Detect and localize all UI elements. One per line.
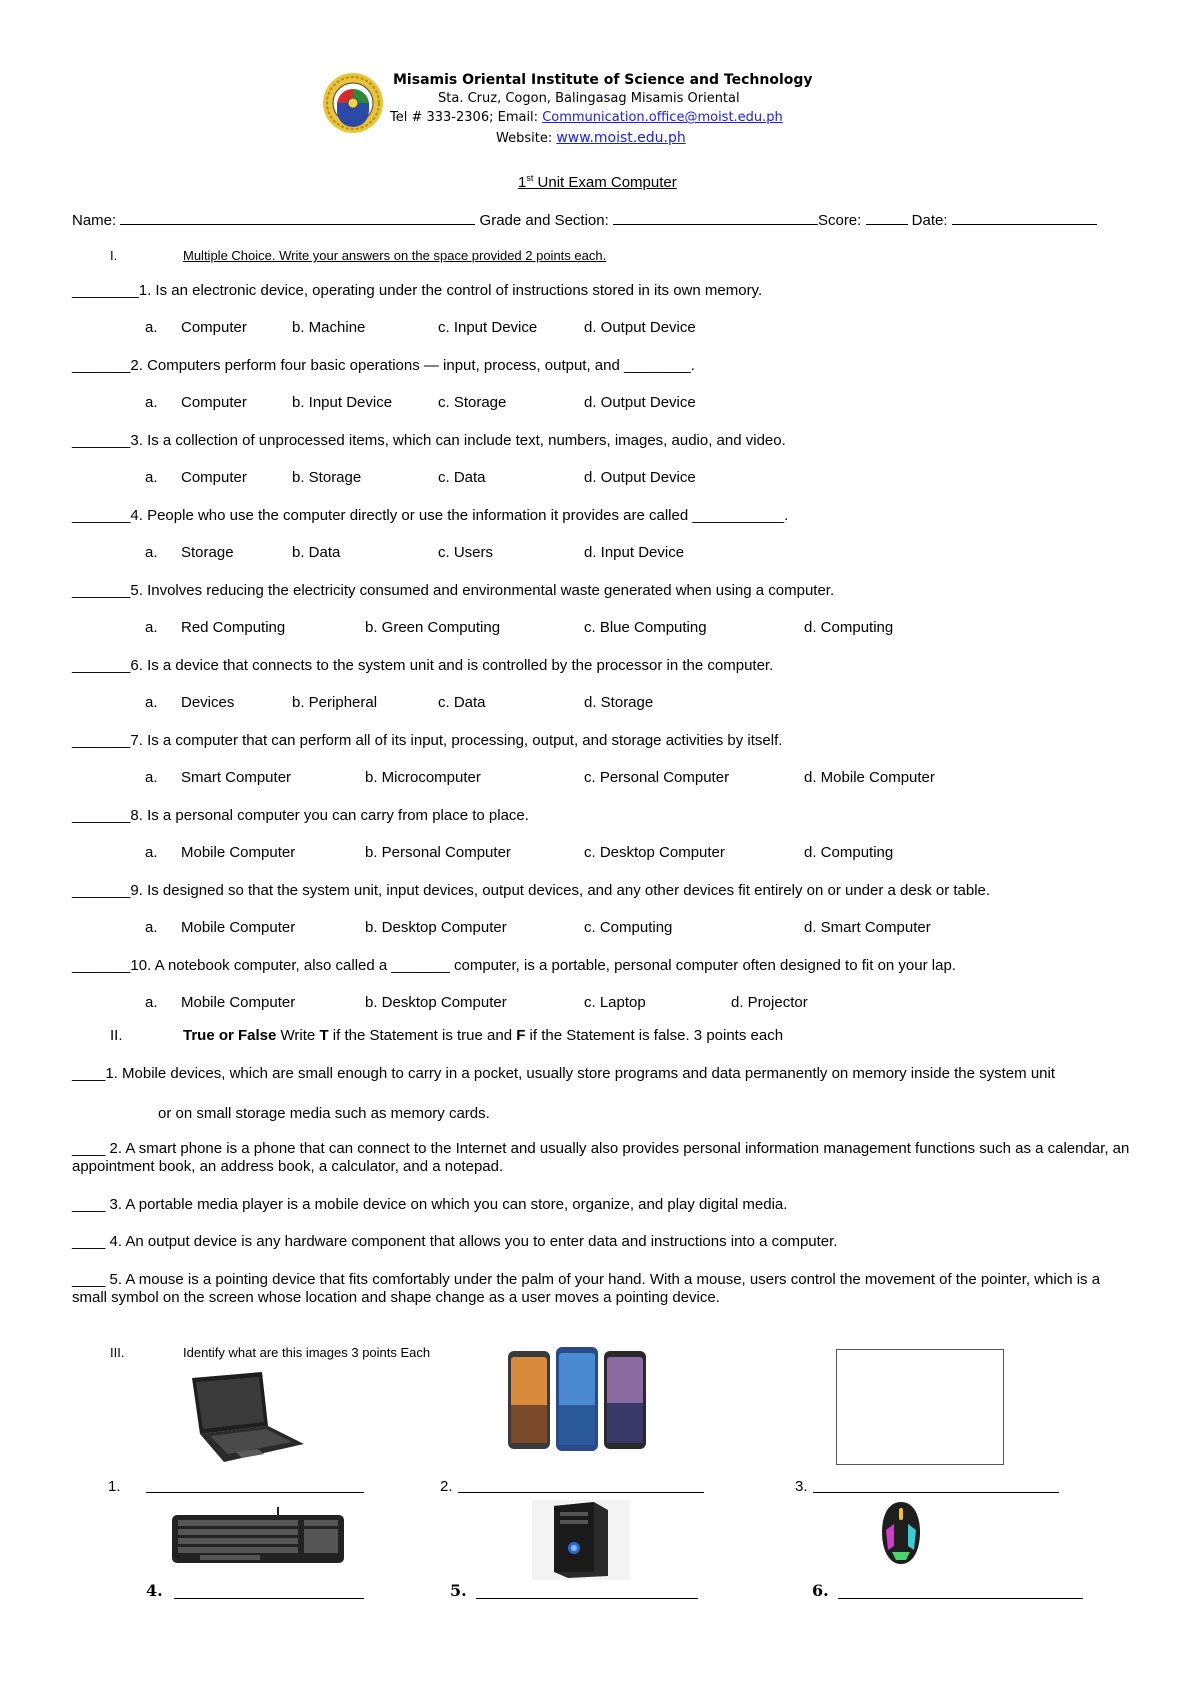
email-link[interactable]: Communication.office@moist.edu.ph [542,110,783,125]
choice-letter: a. [145,994,158,1011]
choice-option: d. Output Device [584,394,696,411]
choice-option: b. Personal Computer [365,844,511,861]
choice-option: c. Desktop Computer [584,844,725,861]
answer-5-field[interactable] [476,1584,698,1599]
mc-question-5 [72,582,834,599]
choice-option: d. Projector [731,994,808,1011]
desktop-tower-image [532,1500,630,1580]
false-letter: F [516,1027,526,1044]
choice-option: Computer [181,394,247,411]
answer-blank[interactable]: _______ [72,507,131,524]
choice-option: b. Desktop Computer [365,919,507,936]
answer-blank[interactable]: _______ [72,807,131,824]
choice-option: Red Computing [181,619,286,636]
tf-item-4-text: ____ 4. An output device is any hardware component that allows you to enter data and instructions into a computer. [72,1233,838,1250]
website-label: Website: [496,131,557,146]
choice-option: c. Blue Computing [584,619,707,636]
answer-3-field[interactable] [813,1478,1059,1493]
tf-item-2 [72,1140,1132,1176]
section-1-number: I. [110,248,118,263]
mc-question-7 [72,732,782,749]
date-label: Date: [911,212,948,229]
tf-item-3-text: ____ 3. A portable media player is a mobile device on which you can store, organize, and play digital media. [72,1196,788,1213]
question-text: 4. People who use the computer directly or use the information it provides are called ___________. [130,507,789,524]
mc-question-8 [72,807,529,824]
answer-blank[interactable]: _______ [72,582,131,599]
choice-option: b. Data [292,544,341,561]
answer-6-field[interactable] [838,1584,1083,1599]
choice-option: Smart Computer [181,769,292,786]
mc-question-3 [72,432,786,449]
score-field[interactable] [866,210,908,225]
choice-letter: a. [145,394,158,411]
choice-option: Storage [181,544,234,561]
choice-option: c. Personal Computer [584,769,730,786]
choice-option: b. Peripheral [292,694,378,711]
laptop-image [184,1372,306,1464]
answer-blank[interactable]: ________ [72,282,139,299]
institution-name: Misamis Oriental Institute of Science and Technology [393,72,813,88]
question-text: 7. Is a computer that can perform all of its input, processing, output, and storage activities by itself. [130,732,783,749]
date-field[interactable] [952,210,1097,225]
answer-blank[interactable]: _______ [72,657,131,674]
school-seal-logo [322,72,384,134]
section-2-title-b: if the Statement is true and [328,1027,517,1044]
tf-item-4 [72,1233,1132,1250]
exam-title-num: 1 [518,174,527,191]
choice-option: Computer [181,469,247,486]
mouse-image [880,1500,922,1566]
choice-option: d. Storage [584,694,654,711]
question-text: 1. Is an electronic device, operating under the control of instructions stored in its own memory. [138,282,763,299]
true-letter: T [319,1027,329,1044]
choice-option: c. Computing [584,919,673,936]
choice-option: b. Desktop Computer [365,994,507,1011]
choice-option: d. Mobile Computer [804,769,935,786]
choice-option: c. Data [438,694,486,711]
mc-question-4 [72,507,788,524]
question-text: 2. Computers perform four basic operations — input, process, output, and ________. [130,357,695,374]
choice-letter: a. [145,319,158,336]
answer-2-label: 2. [440,1478,453,1495]
tf-item-2-text: ____ 2. A smart phone is a phone that can connect to the Internet and usually also provides personal information management functions such as a calendar, an appointment book, an address book, a calculator, and a notepad. [72,1140,1130,1175]
choice-option: Devices [181,694,235,711]
answer-blank[interactable]: _______ [72,882,131,899]
question-text: 5. Involves reducing the electricity consumed and environmental waste generated when using a computer. [130,582,835,599]
section-2-number: II. [110,1027,123,1044]
tf-item-1-text: ____1. Mobile devices, which are small enough to carry in a pocket, usually store programs and data permanently on memory inside the system unit [72,1065,1055,1082]
choice-option: Mobile Computer [181,919,296,936]
answer-1-field[interactable] [146,1478,364,1493]
question-text: 6. Is a device that connects to the system unit and is controlled by the processor in the computer. [130,657,774,674]
choice-option: c. Input Device [438,319,538,336]
mc-question-10 [72,957,956,974]
answer-2-field[interactable] [458,1478,704,1493]
section-3-number: III. [110,1345,125,1360]
question-text: 8. Is a personal computer you can carry from place to place. [130,807,529,824]
website-line [496,130,686,146]
choice-option: d. Computing [804,844,894,861]
section-1-title: Multiple Choice. Write your answers on the space provided 2 points each. [183,248,607,263]
institution-address: Sta. Cruz, Cogon, Balingasag Misamis Oriental [438,91,740,106]
answer-4-field[interactable] [174,1584,364,1599]
choice-letter: a. [145,469,158,486]
answer-6-label: 6. [812,1581,829,1600]
choice-option: Computer [181,319,247,336]
choice-option: d. Output Device [584,319,696,336]
choice-option: d. Computing [804,619,894,636]
answer-5-label: 5. [450,1581,467,1600]
student-info-line [72,210,1097,229]
section-2-title-bold: True or False [183,1027,277,1044]
question-text: 9. Is designed so that the system unit, input devices, output devices, and any other devices fit entirely on or under a desk or table. [130,882,991,899]
choice-option: c. Laptop [584,994,646,1011]
choice-option: d. Output Device [584,469,696,486]
choice-option: b. Input Device [292,394,393,411]
name-field[interactable] [120,210,475,225]
mc-question-1 [72,282,762,299]
answer-blank[interactable]: _______ [72,732,131,749]
score-label: Score: [817,212,862,229]
answer-blank[interactable]: _______ [72,432,131,449]
choice-letter: a. [145,769,158,786]
choice-letter: a. [145,619,158,636]
exam-title-text: Unit Exam Computer [533,174,677,191]
section-2-title [183,1027,783,1044]
section-2-title-c: if the Statement is false. 3 points each [525,1027,784,1044]
choice-letter: a. [145,844,158,861]
tf-item-5-text: ____ 5. A mouse is a pointing device that fits comfortably under the palm of your hand. With a mouse, users control the movement of the pointer, which is a small symbol on the screen whose location and shape change as a user moves a pointing device. [72,1271,1101,1306]
answer-4-label: 4. [146,1581,163,1600]
choice-letter: a. [145,694,158,711]
answer-3-label: 3. [795,1478,808,1495]
tf-item-3 [72,1196,1132,1213]
choice-option: c. Data [438,469,486,486]
section-3-title: Identify what are this images 3 points Each [183,1345,431,1360]
answer-1-label: 1. [108,1478,121,1495]
exam-title-sup: st [526,173,534,183]
contact-line [390,110,783,125]
blank-image-frame [836,1349,1004,1465]
tf-item-1 [72,1065,1132,1083]
tf-item-1-cont: or on small storage media such as memory cards. [158,1105,490,1122]
choice-option: d. Input Device [584,544,685,561]
choice-option: b. Storage [292,469,362,486]
question-text: 3. Is a collection of unprocessed items, which can include text, numbers, images, audio, and video. [130,432,786,449]
choice-option: Mobile Computer [181,994,296,1011]
keyboard-image [170,1505,346,1567]
grade-label: Grade and Section: [479,212,609,229]
choice-option: c. Users [438,544,494,561]
mc-question-9 [72,882,990,899]
exam-title [518,173,677,191]
choice-letter: a. [145,544,158,561]
choice-option: d. Smart Computer [804,919,931,936]
grade-field[interactable] [613,210,818,225]
tf-item-5 [72,1271,1132,1307]
tel-label: Tel # 333-2306; Email: [390,110,543,125]
choice-letter: a. [145,919,158,936]
answer-blank[interactable]: _______ [72,357,131,374]
choice-option: b. Machine [292,319,366,336]
mc-question-6 [72,657,773,674]
smartphones-image [506,1345,648,1453]
section-2-title-a: Write [276,1027,320,1044]
answer-blank[interactable]: _______ [72,957,131,974]
website-link[interactable]: www.moist.edu.ph [556,130,686,146]
choice-option: Mobile Computer [181,844,296,861]
choice-option: b. Microcomputer [365,769,481,786]
question-text: 10. A notebook computer, also called a _______ computer, is a portable, personal computer often designed to fit on your lap. [130,957,956,974]
mc-question-2 [72,357,695,374]
choice-option: b. Green Computing [365,619,501,636]
choice-option: c. Storage [438,394,507,411]
name-label: Name: [72,212,117,229]
